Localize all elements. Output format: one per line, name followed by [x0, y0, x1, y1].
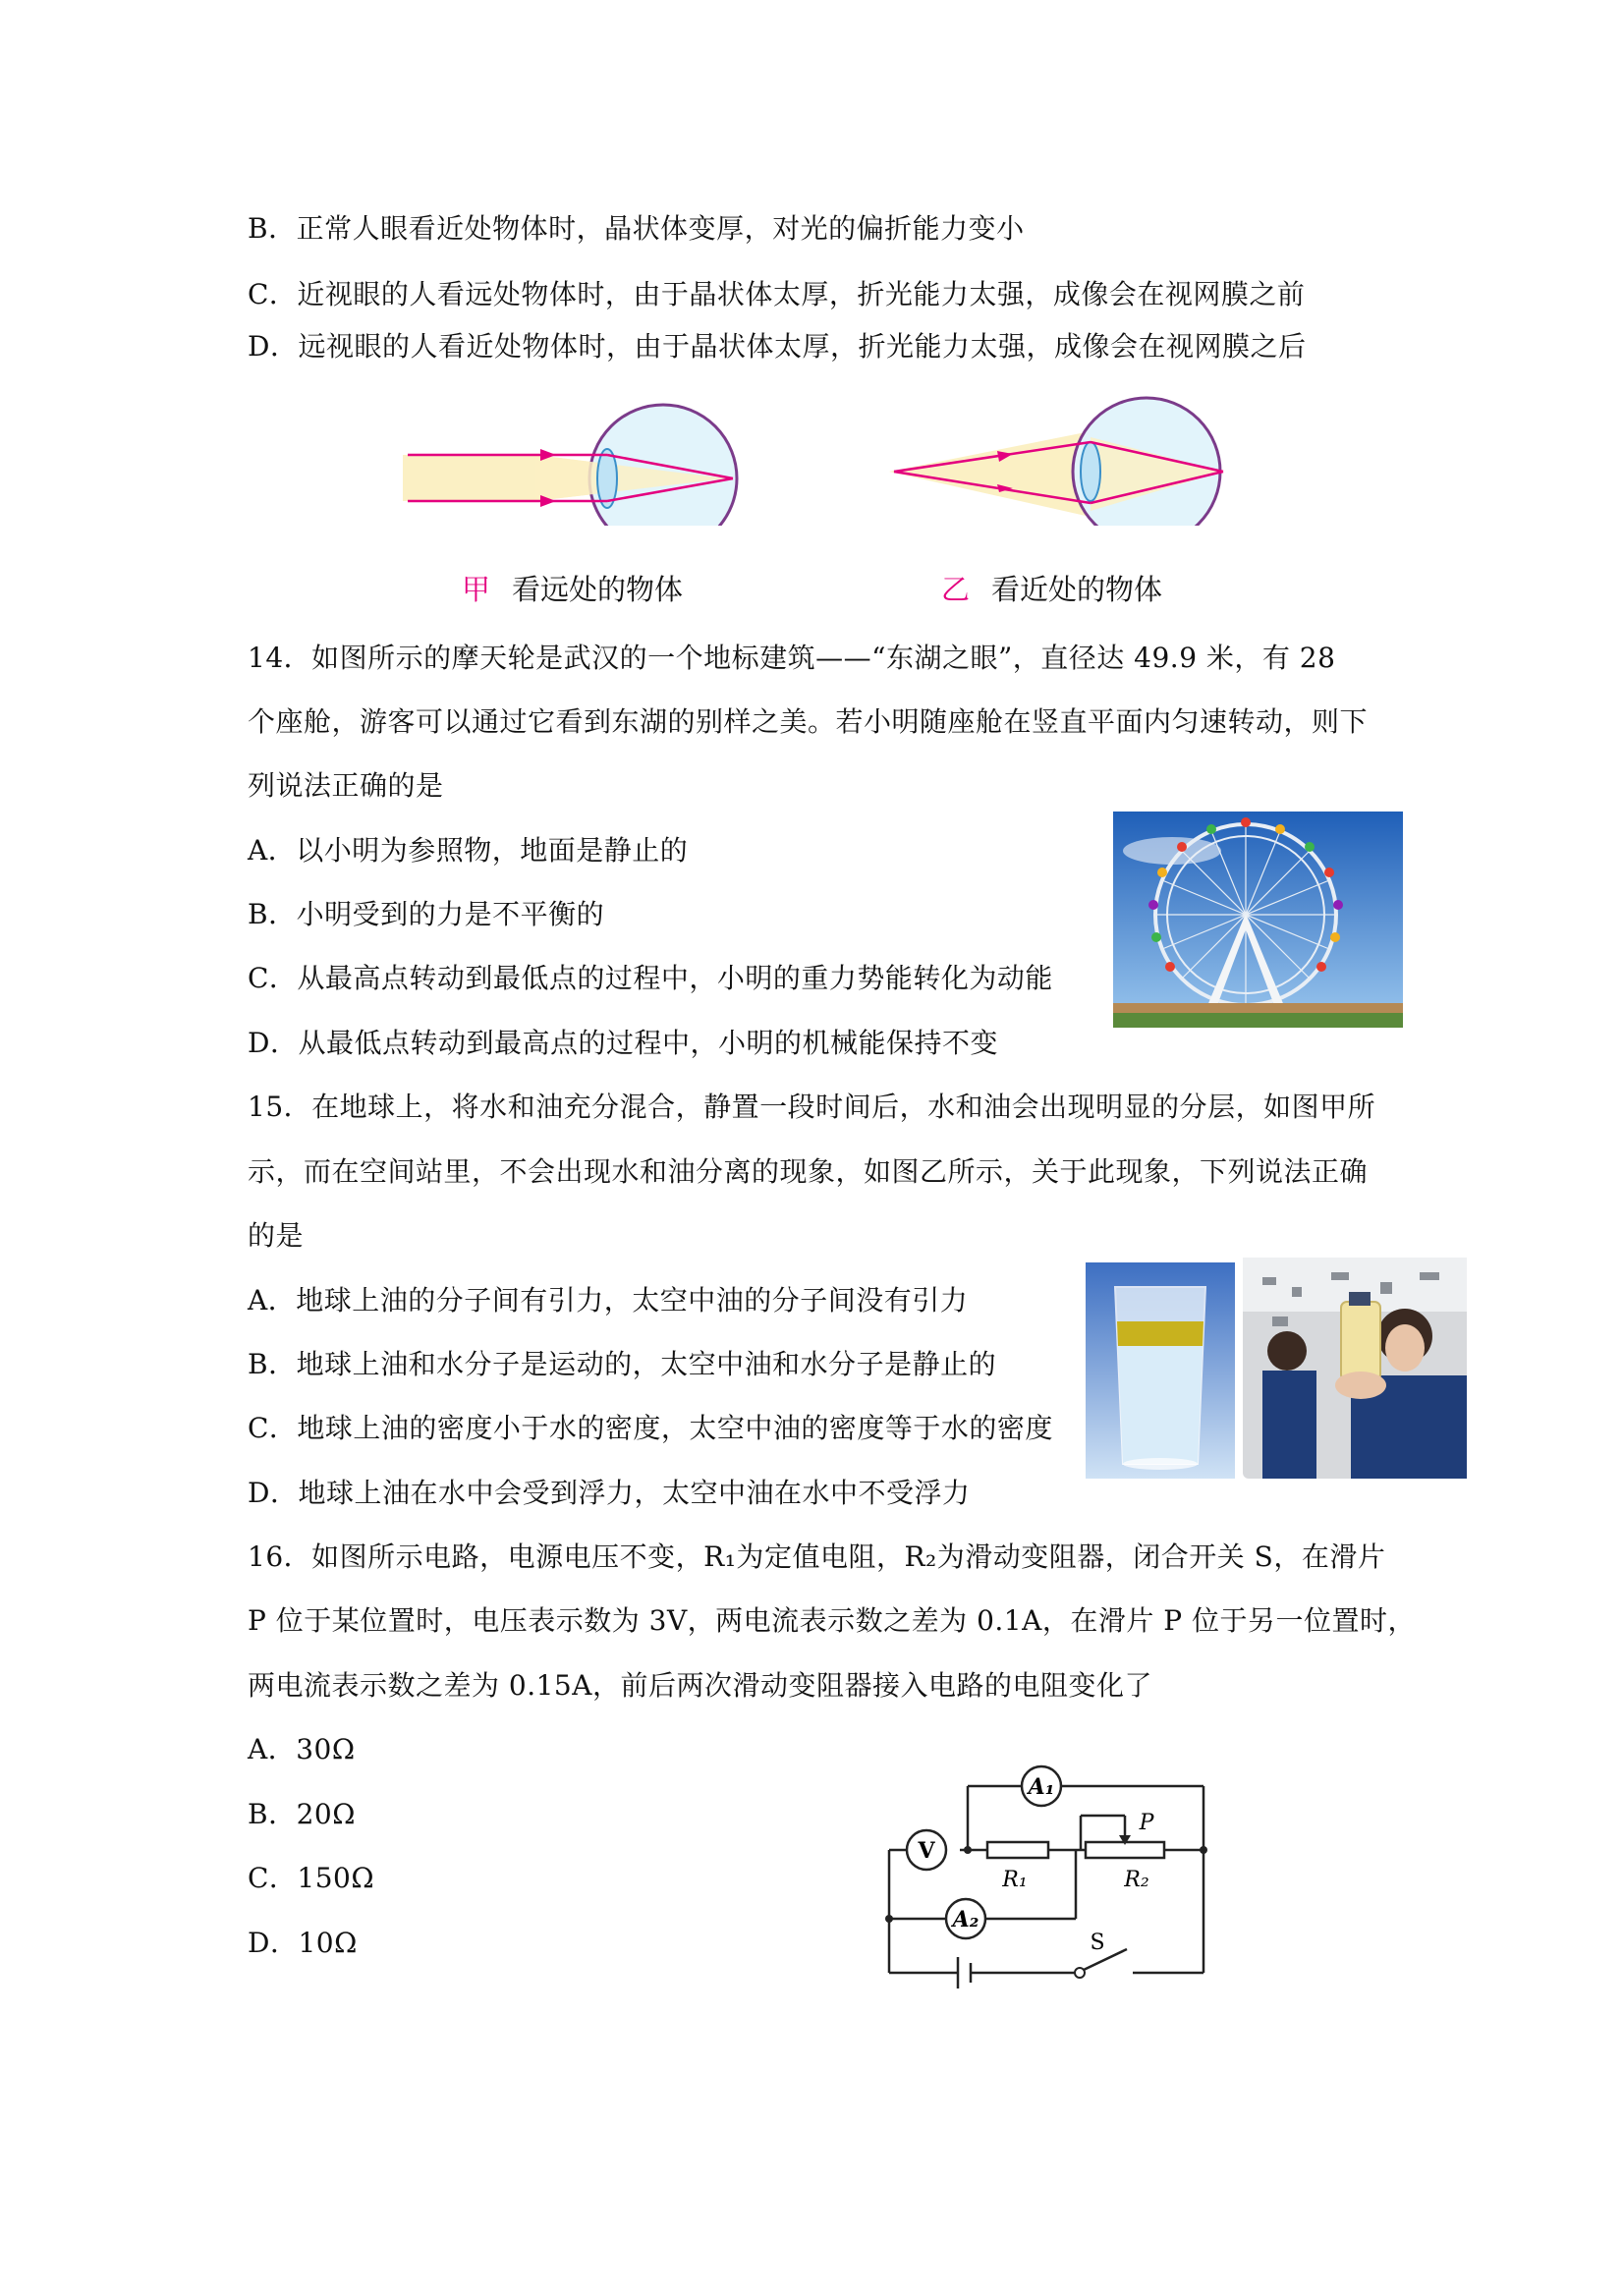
q16-stem-line-3: 两电流表示数之差为 0.15A，前后两次滑动变阻器接入电路的电阻变化了	[248, 1669, 1152, 1702]
r2-label: R₂	[1124, 1868, 1149, 1892]
q16-option-a: A．30Ω	[248, 1733, 356, 1765]
figure-caption-yi	[941, 570, 1162, 609]
q14-option-c: C．从最高点转动到最低点的过程中，小明的重力势能转化为动能	[248, 962, 1053, 994]
caption-mark-yi: 乙	[941, 573, 971, 606]
voltmeter-label: V	[918, 1838, 935, 1864]
q15-option-d: D．地球上油在水中会受到浮力，太空中油在水中不受浮力	[248, 1477, 971, 1509]
space-station-photo	[1243, 1258, 1467, 1479]
q14-option-a: A．以小明为参照物，地面是静止的	[248, 834, 689, 867]
ammeter-a2-label: A₂	[952, 1907, 979, 1932]
q15-option-c: C．地球上油的密度小于水的密度，太空中油的密度等于水的密度	[248, 1412, 1053, 1444]
q15-stem-line-1: 15．在地球上，将水和油充分混合，静置一段时间后，水和油会出现明显的分层，如图甲所	[248, 1091, 1376, 1123]
circuit-diagram	[879, 1749, 1213, 2004]
caption-mark-jia: 甲	[462, 573, 491, 606]
q14-option-b: B．小明受到的力是不平衡的	[248, 898, 605, 930]
q15-stem-line-2: 示，而在空间站里，不会出现水和油分离的现象，如图乙所示，关于此现象，下列说法正确	[248, 1155, 1369, 1188]
q16-stem-line-1: 16．如图所示电路，电源电压不变，R₁为定值电阻，R₂为滑动变阻器，闭合开关 S，在滑片	[248, 1540, 1386, 1573]
q13-option-c: C．近视眼的人看远处物体时，由于晶状体太厚，折光能力太强，成像会在视网膜之前	[248, 278, 1306, 310]
q16-stem-line-2: P 位于某位置时，电压表示数为 3V，两电流表示数之差为 0.1A，在滑片 P 位于另一位置时，	[248, 1604, 1416, 1637]
q15-option-b: B．地球上油和水分子是运动的，太空中油和水分子是静止的	[248, 1348, 997, 1380]
eye-diagram-far	[403, 388, 747, 526]
q16-option-b: B．20Ω	[248, 1798, 356, 1830]
q14-stem-line-1: 14．如图所示的摩天轮是武汉的一个地标建筑——“东湖之眼”，直径达 49.9 米，有 28	[248, 642, 1336, 674]
slider-p-label: P	[1139, 1811, 1154, 1835]
q14-stem-line-3: 列说法正确的是	[248, 769, 444, 802]
q16-option-d: D．10Ω	[248, 1927, 358, 1959]
q14-stem-line-2: 个座舱，游客可以通过它看到东湖的别样之美。若小明随座舱在竖直平面内匀速转动，则下	[248, 705, 1369, 738]
ferris-wheel-photo	[1113, 812, 1403, 1028]
q15-stem-line-3: 的是	[248, 1219, 305, 1252]
oil-water-glass-photo	[1086, 1262, 1235, 1479]
q15-option-a: A．地球上油的分子间有引力，太空中油的分子间没有引力	[248, 1284, 969, 1316]
eye-diagram-near	[889, 388, 1233, 526]
q13-option-b: B．正常人眼看近处物体时，晶状体变厚，对光的偏折能力变小	[248, 212, 1025, 245]
q14-option-d: D．从最低点转动到最高点的过程中，小明的机械能保持不变	[248, 1027, 998, 1059]
q13-option-d: D．远视眼的人看近处物体时，由于晶状体太厚，折光能力太强，成像会在视网膜之后	[248, 330, 1307, 363]
switch-s-label: S	[1090, 1931, 1105, 1955]
caption-text-yi: 看近处的物体	[991, 573, 1163, 606]
ammeter-a1-label: A₁	[1028, 1774, 1055, 1800]
r1-label: R₁	[1002, 1868, 1028, 1892]
caption-text-jia: 看远处的物体	[512, 573, 684, 606]
q16-option-c: C．150Ω	[248, 1862, 375, 1894]
figure-caption-jia	[462, 570, 683, 609]
